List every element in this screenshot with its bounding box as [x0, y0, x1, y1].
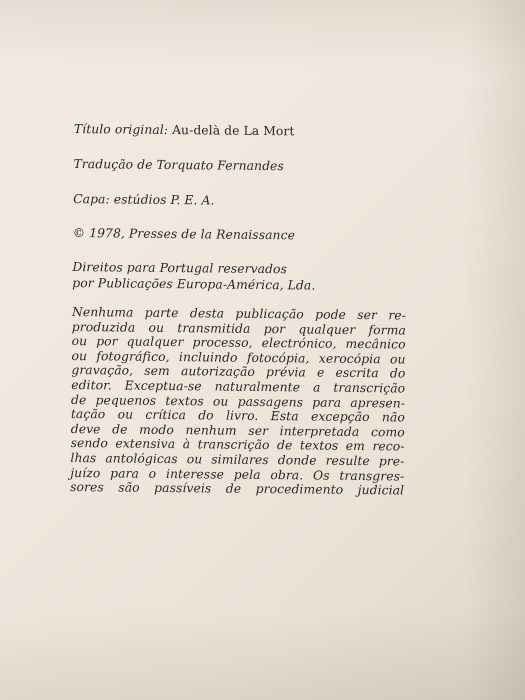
notice-line: gravação, sem autorização prévia e escrita do — [71, 363, 406, 381]
notice-line: sores são passíveis de procedimento judicial — [70, 480, 405, 498]
copyright-symbol: © — [72, 225, 86, 241]
notice-line: juízo para o interesse pela obra. Os transgres- — [70, 465, 405, 484]
notice-line: ou fotográfico, incluindo fotocópia, xerocópia ou — [71, 348, 406, 367]
original-title-value: Au-delà de La Mort — [172, 123, 295, 139]
rights-line-2: por Publicações Europa-América, Lda. — [72, 275, 316, 293]
notice-line: produzida ou transmitida por qualquer forma — [71, 319, 406, 338]
reproduction-notice — [70, 305, 406, 498]
copyright-text: 1978, Presses de la Renaissance — [89, 226, 296, 243]
notice-line: tação ou crítica do livro. Esta excepção não — [70, 407, 405, 425]
notice-line: ou por qualquer processo, electrónico, mecânico — [71, 334, 406, 352]
notice-line: editor. Exceptua-se naturalmente a transcrição — [71, 377, 406, 396]
translation-credit: Tradução de Torquato Fernandes — [73, 156, 284, 174]
rights-line-1: Direitos para Portugal reservados — [72, 259, 288, 277]
notice-line: lhas antológicas ou similares donde resulte pre- — [70, 450, 405, 469]
page-shadow-bottom — [0, 610, 525, 700]
original-title-label: Título original: — [73, 121, 169, 137]
notice-line: de pequenos textos ou passagens para apresen- — [71, 392, 406, 411]
notice-line: Nenhuma parte desta publicação pode ser re- — [71, 304, 407, 323]
notice-line: sendo extensiva à transcrição de textos em reco- — [70, 436, 405, 454]
page-shadow-right — [465, 0, 525, 700]
notice-line: deve de modo nenhum ser interpretada como — [70, 421, 405, 440]
page-shadow-top — [0, 0, 525, 70]
colophon-block — [70, 121, 408, 498]
cover-credit: Capa: estúdios P. E. A. — [73, 191, 215, 208]
